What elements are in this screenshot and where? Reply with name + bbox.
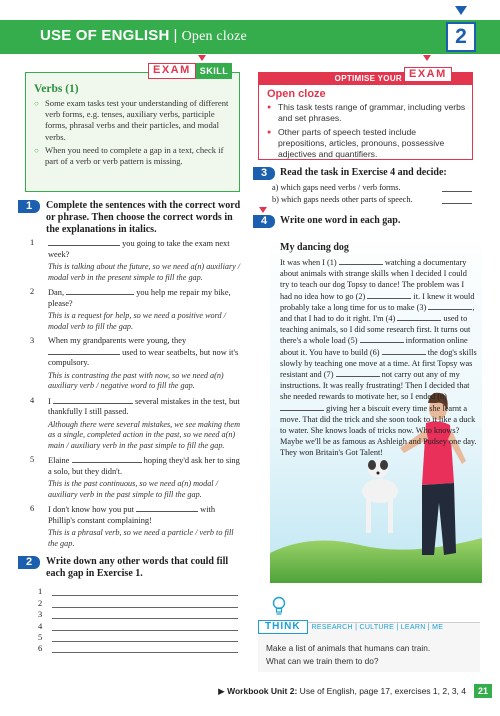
- story-segment: not carry out any of my instructions. It was really frustrating! Then I decided that she needed rewards to motivate her, so I ended (8): [280, 370, 470, 402]
- exam-skill-marker-icon: [198, 55, 206, 61]
- item-explanation[interactable]: This is a phrasal verb, so we need a particle / verb to fill the gap.: [48, 528, 234, 548]
- think-label: THINK: [258, 620, 308, 634]
- exercise-2-badge: 2: [18, 556, 40, 569]
- exercise-4-instruction: Write one word in each gap.: [280, 215, 401, 226]
- answer-input[interactable]: [52, 634, 238, 642]
- unit-number-badge: 2: [446, 22, 476, 52]
- optimise-marker-icon: [423, 55, 431, 61]
- item-text-before: I don't know how you put: [48, 505, 137, 514]
- workbook-reference: [0, 686, 500, 697]
- line-number: 3: [38, 609, 43, 620]
- exercise-3-instruction: Read the task in Exercise 4 and decide:: [280, 167, 447, 178]
- exercise-3-badge: 3: [253, 167, 275, 180]
- gap-input[interactable]: [136, 504, 198, 512]
- section-title-text: USE OF ENGLISH: [40, 27, 170, 44]
- story-segment: it. I knew it would probably take a long time for us to make (3): [280, 291, 475, 312]
- item-number: 5: [30, 455, 35, 464]
- answer-input[interactable]: [52, 588, 238, 596]
- exercise-1-instruction: Complete the sentences with the correct word or phrase. Then choose the correct words in the explanations in italics.: [46, 200, 241, 235]
- optimise-point: ● Other parts of speech tested include prepositions, articles, pronouns, possessive adjectives and quantifiers.: [267, 127, 467, 160]
- item-text-after: with Phillip's constant complaining!: [48, 505, 216, 525]
- item-explanation[interactable]: This is contrasting the past with now, so we need a(n) auxiliary verb / negative word to fill the gap.: [48, 370, 224, 390]
- unit-header-bar: [0, 20, 500, 54]
- answer-input[interactable]: [52, 600, 238, 608]
- answer-line: [38, 608, 238, 619]
- answer-input[interactable]: [52, 611, 238, 619]
- exercise-4-marker-icon: [259, 207, 267, 213]
- exercise-1-items: [30, 238, 242, 553]
- gap-input[interactable]: [48, 238, 120, 246]
- exam-skill-box: [25, 72, 240, 192]
- exercise-3-question: [272, 194, 472, 205]
- answer-line: [38, 631, 238, 642]
- section-subtitle: Open cloze: [181, 29, 247, 44]
- story-panel: [270, 233, 482, 583]
- answer-line: [38, 585, 238, 596]
- answer-line: [38, 596, 238, 607]
- section-title: [40, 27, 247, 45]
- item-text-before: When my grandparents were young, they: [48, 336, 187, 345]
- gap-5-input[interactable]: [360, 335, 404, 343]
- line-number: 5: [38, 631, 43, 642]
- item-text-after: hoping they'd ask her to sing a solo, but they didn't.: [48, 456, 240, 476]
- optimise-header: OPTIMISE YOUR: [259, 73, 472, 85]
- optimise-exam-box: [258, 68, 473, 160]
- exercise-1-item: [30, 238, 242, 283]
- exercise-1-badge: 1: [18, 200, 40, 213]
- line-number: 1: [38, 586, 43, 597]
- exercise-1-item: [30, 287, 242, 332]
- exercise-4-badge: 4: [253, 215, 275, 228]
- think-categories: RESEARCH | CULTURE | LEARN | ME: [311, 623, 444, 631]
- line-number: 4: [38, 620, 43, 631]
- story-title: My dancing dog: [280, 242, 349, 253]
- item-explanation[interactable]: This is the past continuous, so we need a(n) modal / auxiliary verb in the past simple to fill the gap.: [48, 479, 218, 499]
- optimise-points: [267, 102, 467, 163]
- item-text-after: several mistakes in the test, but thankfully I still passed.: [48, 396, 240, 416]
- skill-tag-label: SKILL: [196, 63, 233, 79]
- exam-skill-points: [34, 98, 234, 169]
- gap-input[interactable]: [72, 455, 142, 463]
- item-number: 3: [30, 336, 35, 345]
- answer-line: [38, 642, 238, 653]
- arrow-icon: ▶: [218, 686, 225, 696]
- gap-2-input[interactable]: [367, 291, 411, 299]
- story-segment: watching a documentary about animals with strange skills when I decided I could try to teach our dog Topsy to dance! The problem was I had no idea how to go (2): [280, 258, 467, 301]
- item-text-after: you going to take the exam next week?: [48, 239, 230, 259]
- header-separator: |: [173, 27, 178, 44]
- lightbulb-icon: [272, 596, 286, 616]
- gap-4-input[interactable]: [397, 313, 441, 321]
- story-segment: used to teaching animals, so I did some research first. It turns out there's a whole load (5): [280, 314, 471, 346]
- gap-input[interactable]: [66, 287, 134, 295]
- item-text-after: used to wear seatbelts, but now it's compulsory.: [48, 347, 239, 367]
- answer-input[interactable]: [442, 196, 472, 204]
- gap-7-input[interactable]: [336, 369, 380, 377]
- exam-skill-point: ○ Some exam tasks test your understanding of different verb forms, e.g. tenses, auxiliary verbs, participle forms, phrasal verbs and their particles, and modal verbs.: [34, 98, 234, 143]
- item-explanation[interactable]: This is talking about the future, so we need a(n) auxiliary / modal verb in the present simple to fill the gap.: [48, 262, 241, 282]
- item-text-before: Elaine: [48, 456, 72, 465]
- exercise-2-instruction: Write down any other words that could fill each gap in Exercise 1.: [46, 556, 229, 579]
- think-prompt: Make a list of animals that humans can train.: [266, 643, 431, 653]
- answer-line: [38, 619, 238, 630]
- story-segment: the dog's skills slowly by teaching one move at a time. At first Topsy was resistant and (7): [280, 347, 477, 380]
- optimise-exam-tag: EXAM: [404, 67, 452, 82]
- think-tag: [258, 620, 443, 634]
- gap-1-input[interactable]: [339, 257, 383, 265]
- answer-input[interactable]: [52, 623, 238, 631]
- gap-input[interactable]: [53, 396, 133, 404]
- exercise-1-item: [30, 396, 242, 452]
- exercise-1-item: [30, 455, 242, 500]
- line-number: 6: [38, 643, 43, 654]
- exercise-3-question: [272, 182, 472, 193]
- question-text: b) which gaps needs other parts of speech.: [272, 195, 413, 204]
- optimise-title: Open cloze: [267, 88, 326, 100]
- item-number: 1: [30, 238, 35, 247]
- think-prompt: What can we train them to do?: [266, 656, 379, 666]
- optimise-point: ● This task tests range of grammar, including verbs and set phrases.: [267, 102, 467, 124]
- gap-8-input[interactable]: [280, 403, 324, 411]
- item-number: 4: [30, 395, 35, 405]
- answer-input[interactable]: [442, 184, 472, 192]
- gap-6-input[interactable]: [382, 347, 426, 355]
- story-segment: giving her a biscuit every time she learnt a move. That did the trick and she soon took to it like a duck to water. She knows loads of tricks now. Who knows? Maybe we'll be as famous as Ashleigh and Pudsey one day. They won Britain's Got Talent!: [280, 403, 477, 458]
- exam-tag-label: EXAM: [148, 63, 196, 79]
- item-text-before: Dan,: [48, 288, 67, 297]
- item-text-before: I: [48, 396, 53, 406]
- item-number: 6: [30, 504, 35, 513]
- exam-skill-tag: [148, 63, 232, 79]
- item-explanation[interactable]: Although there were several mistakes, we see making them as a single, completed action in the past, so we need a(n) main / auxiliary verb in the past simple to fill the gap.: [48, 419, 240, 450]
- think-prompts: [266, 642, 430, 668]
- workbook-reference-text: Use of English, page 17, exercises 1, 2, 3, 4: [297, 686, 466, 696]
- story-segment: , and that I had to do it right. I'm (4): [280, 302, 475, 324]
- story-text: [280, 257, 478, 459]
- line-number: 2: [38, 597, 43, 608]
- exercise-1-item: [30, 504, 242, 549]
- exercise-2-lines: [38, 585, 238, 653]
- workbook-unit-label: Workbook Unit 2:: [227, 686, 298, 696]
- answer-input[interactable]: [52, 645, 238, 653]
- item-number: 2: [30, 287, 35, 296]
- story-segment: It was when I (1): [280, 258, 339, 267]
- unit-marker-icon: [455, 6, 467, 15]
- gap-input[interactable]: [48, 347, 120, 355]
- item-text-after: you help me repair my bike, please?: [48, 288, 231, 308]
- story-segment: information online about it. You have to build (6): [280, 336, 468, 357]
- page-number: 21: [474, 684, 492, 698]
- exam-skill-title: Verbs (1): [34, 83, 79, 95]
- exercise-1-item: [30, 336, 242, 392]
- gap-3-input[interactable]: [428, 302, 472, 310]
- question-text: a) which gaps need verbs / verb forms.: [272, 183, 401, 192]
- exam-skill-point: ○ When you need to complete a gap in a text, check if part of a verb or verb pattern is missing.: [34, 145, 234, 167]
- item-explanation[interactable]: This is a request for help, so we need a positive word / modal verb to fill the gap.: [48, 311, 226, 331]
